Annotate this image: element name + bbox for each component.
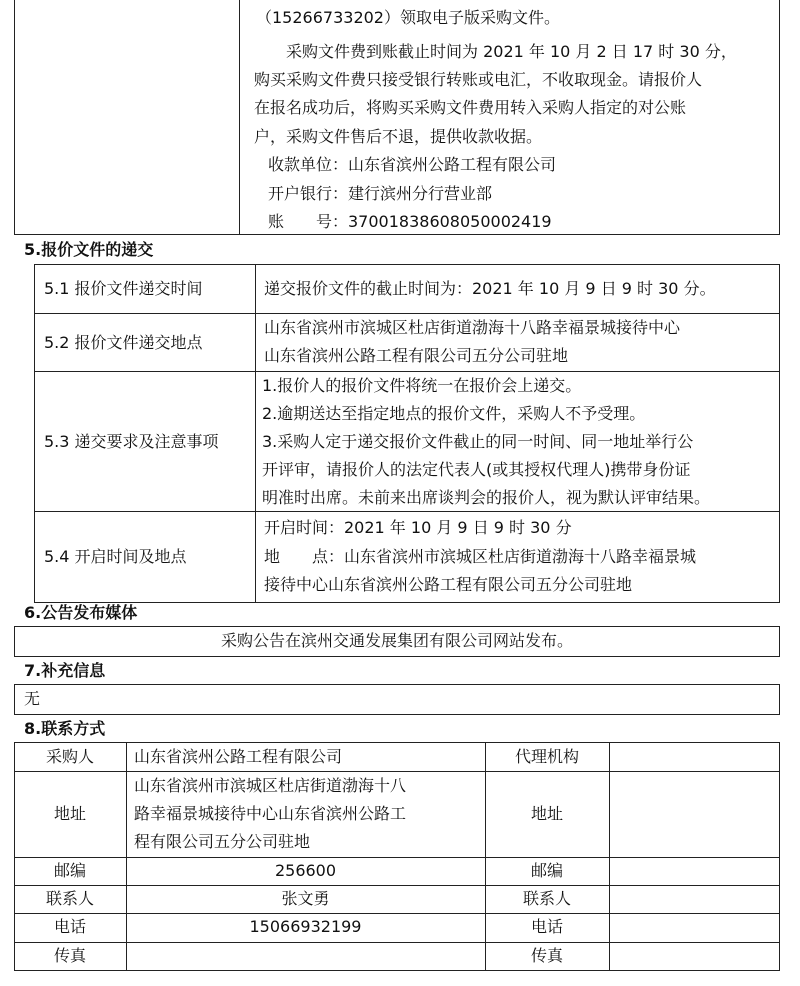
section-6-text: 采购公告在滨州交通发展集团有限公司网站发布。 [220, 631, 573, 650]
address-value-line-1: 山东省滨州市滨城区杜店街道渤海十八 [134, 776, 407, 795]
row-5-4-label: 5.4 开启时间及地点 [44, 547, 187, 566]
purchaser-label: 采购人 [45, 747, 94, 766]
top-line-3: 购买采购文件费只接受银行转账或电汇，不收取现金。请报价人 [254, 70, 703, 89]
row-5-2-value-line-1: 山东省滨州市滨城区杜店街道渤海十八路幸福景城接待中心 [264, 318, 681, 337]
section-5-divider [255, 264, 256, 603]
section-7-text: 无 [24, 689, 41, 708]
contact-row-sep-5 [14, 942, 780, 943]
phone-value: 15066932199 [249, 917, 362, 936]
row-5-1-value: 递交报价文件的截止时间为：2021 年 10 月 9 日 9 时 30 分。 [264, 279, 716, 298]
row-5-3-value-line-4: 开评审，请报价人的法定代表人(或其授权代理人)携带身份证 [262, 460, 691, 479]
row-5-3-label: 5.3 递交要求及注意事项 [44, 432, 219, 451]
purchaser-value: 山东省滨州公路工程有限公司 [134, 747, 343, 766]
top-table-divider [239, 0, 240, 234]
address-value-line-3: 程有限公司五分公司驻地 [134, 832, 311, 851]
row-5-2-label: 5.2 报价文件递交地点 [44, 333, 203, 352]
payee-line: 收款单位：山东省滨州公路工程有限公司 [268, 155, 557, 174]
section-6-heading: 6.公告发布媒体 [24, 603, 138, 622]
postcode-value: 256600 [274, 861, 337, 880]
account-line: 账 号：370018386080500024​19 [268, 212, 552, 231]
row-5-4-value-line-2: 地 点：山东省滨州市滨城区杜店街道渤海十八路幸福景城 [264, 547, 697, 566]
section-7-box [14, 684, 780, 715]
address-label: 地址 [53, 804, 86, 823]
row-5-4-value-line-1: 开启时间：2021 年 10 月 9 日 9 时 30 分 [264, 518, 572, 537]
row-5-3-value-line-5: 明准时出席。未前来出席谈判会的报价人，视为默认评审结果。 [262, 488, 711, 507]
top-line-5: 户，采购文件售后不退，提供收款收据。 [254, 127, 543, 146]
section-5-heading: 5.报价文件的递交 [24, 240, 154, 259]
row-5-3-value-line-3: 3.采购人定于递交报价文件截止的同一时间、同一地址举行公 [262, 432, 694, 451]
agency-phone-label: 电话 [530, 917, 563, 936]
top-line-4: 在报名成功后，将购买采购文件费用转入采购人指定的对公账 [254, 98, 687, 117]
top-line-1: （15266733202）领取电子版采购文件。 [256, 8, 560, 27]
phone-label: 电话 [53, 917, 86, 936]
row-5-3-value-line-2: 2.逾期送达至指定地点的报价文件，采购人不予受理。 [262, 404, 646, 423]
agency-contact-label: 联系人 [522, 889, 571, 908]
top-line-2: 采购文件费到账截止时间为 2021 年 10 月 2 日 17 时 30 分， [286, 42, 737, 61]
agency-label: 代理机构 [514, 747, 579, 766]
row-5-2-value-line-2: 山东省滨州公路工程有限公司五分公司驻地 [264, 346, 569, 365]
row-5-4-value-line-3: 接待中心山东省滨州公路工程有限公司五分公司驻地 [264, 575, 633, 594]
row-5-1-label: 5.1 报价文件递交时间 [44, 279, 203, 298]
fax-label: 传真 [53, 946, 86, 965]
contact-person-label: 联系人 [45, 889, 94, 908]
section-7-heading: 7.补充信息 [24, 661, 106, 680]
row-5-3-value-line-1: 1.报价人的报价文件将统一在报价会上递交。 [262, 376, 582, 395]
section-8-heading: 8.联系方式 [24, 719, 106, 738]
postcode-label: 邮编 [53, 861, 86, 880]
agency-address-label: 地址 [530, 804, 563, 823]
bank-line: 开户银行：建行滨州分行营业部 [268, 184, 493, 203]
address-value-line-2: 路幸福景城接待中心山东省滨州公路工 [134, 804, 407, 823]
agency-fax-label: 传真 [530, 946, 563, 965]
contact-person-value: 张文勇 [281, 889, 330, 908]
agency-postcode-label: 邮编 [530, 861, 563, 880]
